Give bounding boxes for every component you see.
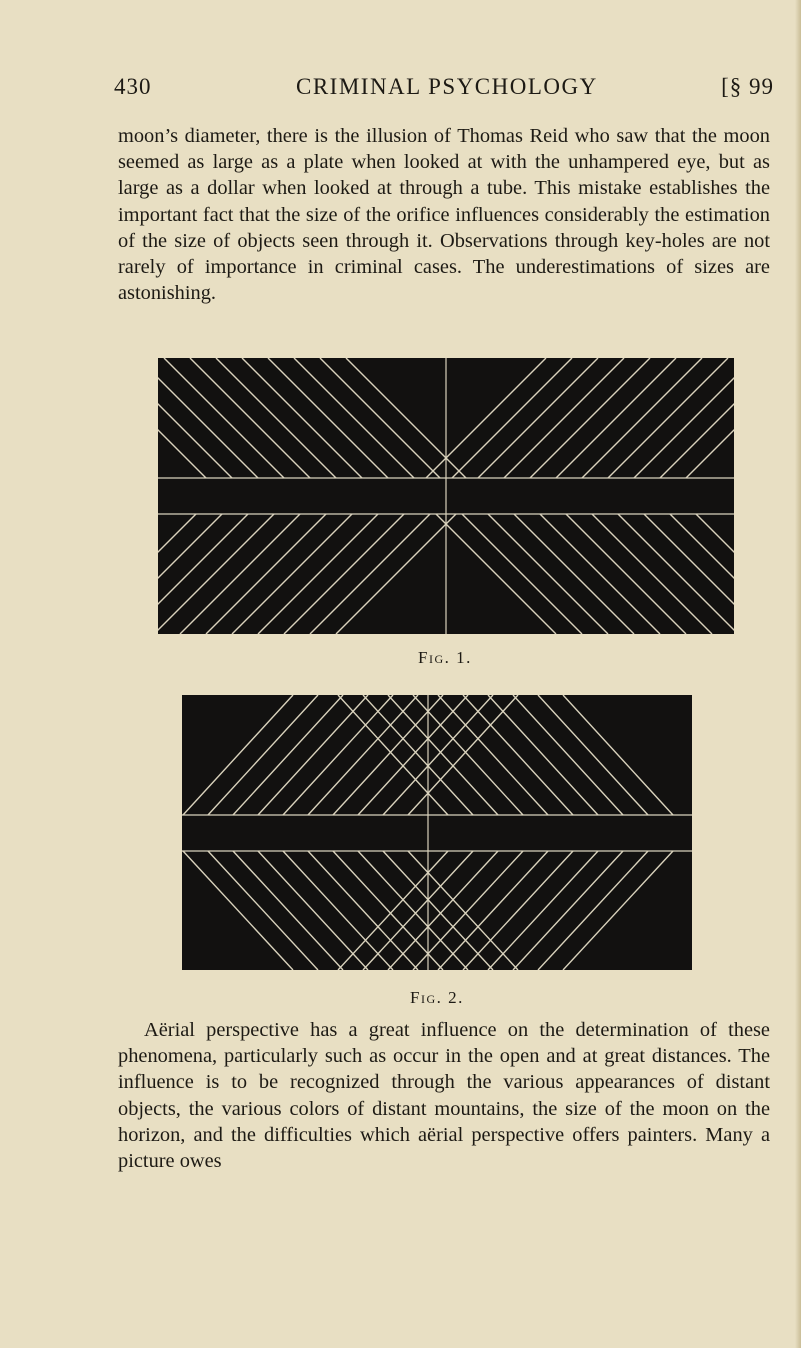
page-edge xyxy=(795,0,801,1348)
page-number: 430 xyxy=(114,74,152,99)
paragraph-2: Aërial perspective has a great influence on the determination of these phenomena, particularly such as occur in the open and at great distances. The influence is to be recognized through the various appearances of distant objects, the various colors of distant mountains, the size of the moon on the horizon, and the difficulties which aërial perspective offers painters. Many a picture owes xyxy=(118,1019,770,1173)
figure-1-illustration xyxy=(158,358,734,634)
paragraph-1: moon’s diameter, there is the illusion of Thomas Reid who saw that the moon seemed as large as a plate when looked at with the unhampered eye, but as large as a dollar when looked at through a tube. This mistake establishes the important fact that the size of the orifice influences considerably the estimation of the size of objects seen through it. Observations through key-holes are not rarely of importance in criminal cases. The underestimations of sizes are astonishing. xyxy=(118,125,770,305)
running-title: CRIMINAL PSYCHOLOGY xyxy=(296,74,598,99)
figure-2-illustration xyxy=(182,695,692,970)
section-marker: [§ 99 xyxy=(721,74,774,99)
running-header xyxy=(114,74,774,108)
figure-1 xyxy=(158,358,734,634)
figure-1-caption: Fig. 1. xyxy=(418,648,472,667)
figure-2-background xyxy=(182,695,692,970)
figure-2-caption: Fig. 2. xyxy=(410,988,464,1007)
figure-2 xyxy=(182,695,692,970)
